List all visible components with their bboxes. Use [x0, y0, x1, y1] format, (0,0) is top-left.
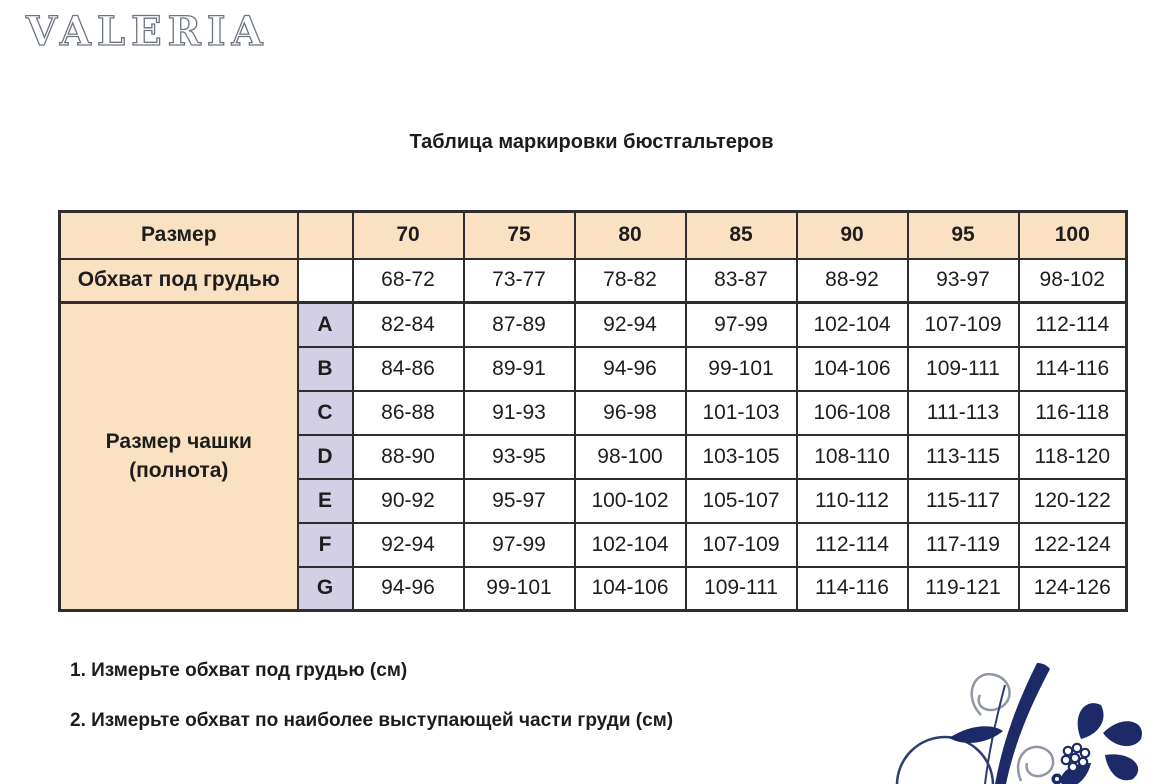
instruction-1: 1. Измерьте обхват под грудью (см): [70, 660, 408, 681]
cup-value: 114-116: [1019, 347, 1127, 391]
cup-value: 84-86: [353, 347, 464, 391]
cup-value: 94-96: [353, 567, 464, 611]
cup-letter: G: [298, 567, 353, 611]
cup-value: 118-120: [1019, 435, 1127, 479]
cup-value: 103-105: [686, 435, 797, 479]
size-col-header: 90: [797, 212, 908, 259]
cup-value: 115-117: [908, 479, 1019, 523]
cup-value: 107-109: [908, 303, 1019, 347]
underbust-value: 98-102: [1019, 259, 1127, 303]
size-row-label: Размер: [60, 212, 298, 259]
cup-letter: A: [298, 303, 353, 347]
cup-letter: B: [298, 347, 353, 391]
size-col-header: 70: [353, 212, 464, 259]
cup-value: 116-118: [1019, 391, 1127, 435]
page-title: Таблица маркировки бюстгальтеров: [409, 131, 774, 153]
cup-value: 107-109: [686, 523, 797, 567]
cup-value: 94-96: [575, 347, 686, 391]
cup-value: 105-107: [686, 479, 797, 523]
underbust-value: 73-77: [464, 259, 575, 303]
cup-section-label: Размер чашки (полнота): [60, 303, 298, 611]
cup-value: 89-91: [464, 347, 575, 391]
size-col-header: 100: [1019, 212, 1127, 259]
cup-value: 106-108: [797, 391, 908, 435]
size-col-header: 75: [464, 212, 575, 259]
cup-value: 124-126: [1019, 567, 1127, 611]
size-col-header: 80: [575, 212, 686, 259]
cup-value: 97-99: [686, 303, 797, 347]
cup-value: 98-100: [575, 435, 686, 479]
cup-value: 87-89: [464, 303, 575, 347]
cup-value: 91-93: [464, 391, 575, 435]
cup-value: 120-122: [1019, 479, 1127, 523]
empty-header-cell: [298, 212, 353, 259]
cup-letter: D: [298, 435, 353, 479]
cup-value: 102-104: [575, 523, 686, 567]
cup-value: 93-95: [464, 435, 575, 479]
cup-value: 82-84: [353, 303, 464, 347]
cup-value: 117-119: [908, 523, 1019, 567]
cup-value: 109-111: [908, 347, 1019, 391]
cup-value: 100-102: [575, 479, 686, 523]
cup-value: 114-116: [797, 567, 908, 611]
cup-row-A: [60, 303, 1127, 347]
cup-value: 108-110: [797, 435, 908, 479]
cup-value: 112-114: [797, 523, 908, 567]
instruction-2: 2. Измерьте обхват по наиболее выступающей части груди (см): [70, 710, 674, 731]
underbust-value: 78-82: [575, 259, 686, 303]
cup-value: 101-103: [686, 391, 797, 435]
underbust-row-label: Обхват под грудью: [60, 259, 298, 303]
cup-value: 104-106: [575, 567, 686, 611]
bra-size-table: [58, 210, 1128, 612]
size-col-header: 95: [908, 212, 1019, 259]
cup-value: 113-115: [908, 435, 1019, 479]
cup-value: 88-90: [353, 435, 464, 479]
cup-value: 90-92: [353, 479, 464, 523]
underbust-row: [60, 259, 1127, 303]
cup-value: 111-113: [908, 391, 1019, 435]
floral-swirl-ornament-icon: [885, 655, 1173, 784]
cup-value: 92-94: [575, 303, 686, 347]
underbust-value: 88-92: [797, 259, 908, 303]
cup-value: 119-121: [908, 567, 1019, 611]
cup-value: 95-97: [464, 479, 575, 523]
cup-value: 97-99: [464, 523, 575, 567]
cup-value: 104-106: [797, 347, 908, 391]
cup-value: 110-112: [797, 479, 908, 523]
cup-value: 102-104: [797, 303, 908, 347]
cup-letter: E: [298, 479, 353, 523]
cup-value: 96-98: [575, 391, 686, 435]
size-col-header: 85: [686, 212, 797, 259]
cup-value: 122-124: [1019, 523, 1127, 567]
underbust-value: 68-72: [353, 259, 464, 303]
cup-letter: F: [298, 523, 353, 567]
underbust-value: 93-97: [908, 259, 1019, 303]
cup-value: 112-114: [1019, 303, 1127, 347]
empty-cell: [298, 259, 353, 303]
cup-value: 99-101: [464, 567, 575, 611]
cup-value: 109-111: [686, 567, 797, 611]
cup-value: 92-94: [353, 523, 464, 567]
cup-value: 99-101: [686, 347, 797, 391]
underbust-value: 83-87: [686, 259, 797, 303]
size-header-row: [60, 212, 1127, 259]
brand-logo: VALERIA: [26, 8, 269, 55]
cup-letter: C: [298, 391, 353, 435]
cup-value: 86-88: [353, 391, 464, 435]
